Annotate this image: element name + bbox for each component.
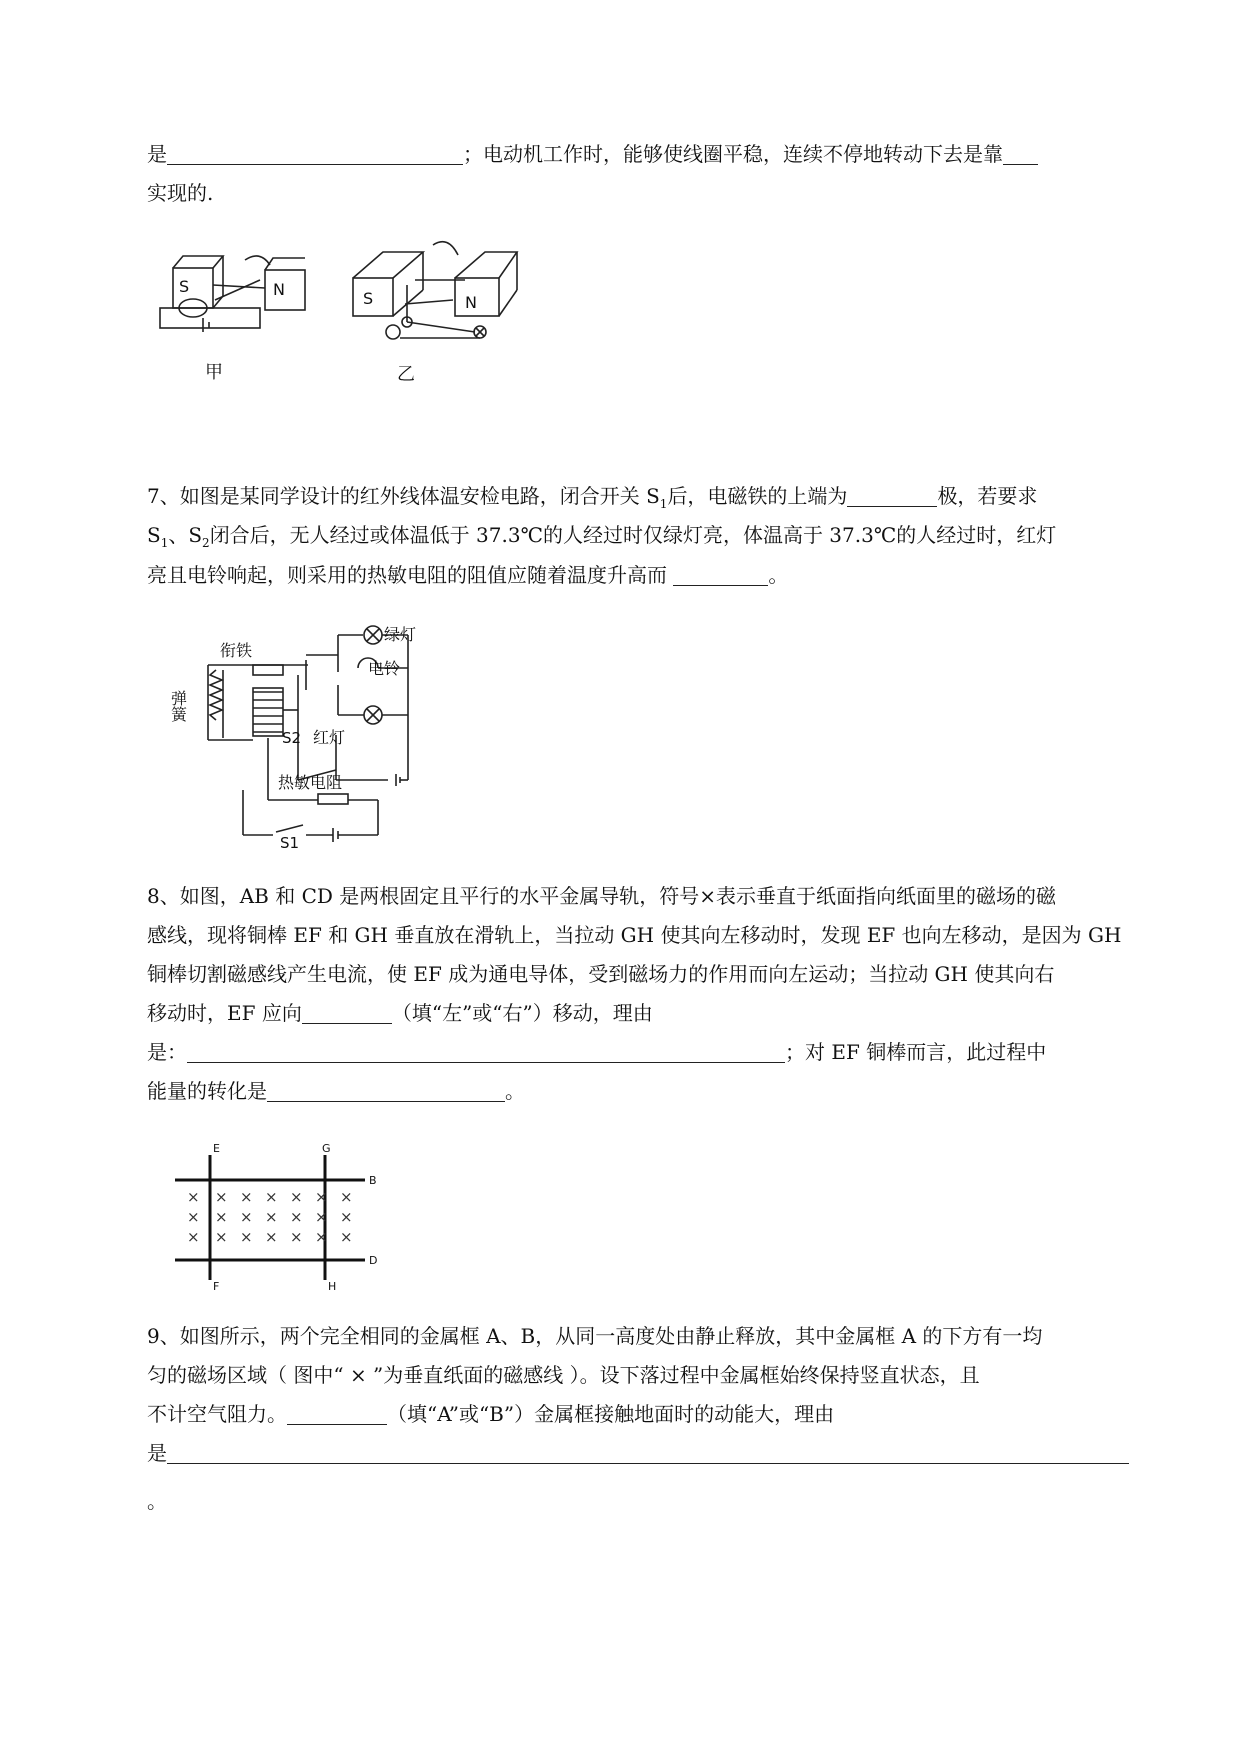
label-h: H (328, 1280, 337, 1293)
label-f: F (213, 1280, 220, 1293)
field-cross: × (340, 1208, 353, 1226)
subscript: 1 (160, 536, 169, 550)
label-g: G (322, 1142, 331, 1155)
q9-text: （填“A”或“B”）金属框接触地面时的动能大，理由 (387, 1402, 835, 1426)
field-cross: × (290, 1208, 303, 1226)
magnetic-field-crosses (187, 1188, 353, 1246)
field-cross: × (315, 1188, 328, 1206)
field-cross: × (340, 1188, 353, 1206)
q7-text: 7、如图是某同学设计的红外线体温安检电路，闭合开关 S (147, 484, 660, 508)
field-cross: × (290, 1228, 303, 1246)
q6-line-2: 实现的. (147, 181, 214, 205)
q7-line-2 (147, 522, 1056, 556)
q6-blank-1[interactable] (167, 144, 463, 165)
q9-line-2: 匀的磁场区域（ 图中“ × ”为垂直纸面的磁感线 ）。设下落过程中金属框始终保持竖直状态，且 (147, 1363, 980, 1387)
armature-label: 衔铁 (220, 641, 253, 660)
q8-line-6 (147, 1078, 525, 1104)
q6-blank-2[interactable] (1003, 144, 1038, 165)
field-cross: × (265, 1228, 278, 1246)
q8-text: 能量的转化是 (147, 1079, 267, 1103)
q8-blank-1[interactable] (302, 1003, 392, 1024)
field-cross: × (240, 1188, 253, 1206)
label-e: E (213, 1142, 220, 1155)
q9-text: 不计空气阻力。 (147, 1402, 287, 1426)
q9-text: 是 (147, 1441, 167, 1465)
q7-text: 后，电磁铁的上端为 (667, 484, 848, 508)
q8-text: 移动时，EF 应向 (147, 1001, 302, 1025)
field-cross: × (215, 1208, 228, 1226)
q8-line-3: 铜棒切割磁感线产生电流，使 EF 成为通电导体，受到磁场力的作用而向左运动；当拉动 GH 使其向右 (147, 962, 1055, 986)
q8-text: ；对 EF 铜棒而言，此过程中 (785, 1040, 1047, 1064)
q8-line-4 (147, 1000, 653, 1026)
figure-label-jia: 甲 (205, 362, 223, 383)
q8-blank-3[interactable] (267, 1081, 505, 1102)
q6-text: 是 (147, 142, 167, 166)
red-lamp-label: 红灯 (313, 728, 346, 747)
field-cross: × (340, 1228, 353, 1246)
q9-blank-1[interactable] (287, 1404, 387, 1425)
q6-text: ；电动机工作时，能够使线圈平稳，连续不停地转动下去是靠 (463, 142, 1003, 166)
bell-label: 电铃 (368, 659, 401, 678)
field-cross: × (215, 1188, 228, 1206)
motor-figure-yi (345, 240, 520, 385)
rails-figure (175, 1140, 395, 1293)
subscript: 1 (659, 497, 668, 511)
switch-s2-label: S2 (282, 729, 302, 747)
q9-line-3 (147, 1401, 834, 1427)
thermal-alarm-circuit (168, 620, 438, 852)
q7-text: S (147, 523, 161, 547)
q7-text: 亮且电铃响起，则采用的热敏电阻的阻值应随着温度升高而 (147, 563, 667, 587)
q8-text: 是： (147, 1040, 187, 1064)
green-lamp-label: 绿灯 (384, 625, 417, 644)
field-cross: × (315, 1228, 328, 1246)
field-cross: × (315, 1208, 328, 1226)
field-cross: × (240, 1208, 253, 1226)
field-cross: × (215, 1228, 228, 1246)
q7-line-1 (147, 483, 1037, 517)
spring-label: 弹簧 (168, 690, 188, 722)
q9-line-4 (147, 1440, 1129, 1466)
q7-blank-2[interactable] (673, 565, 768, 586)
switch-s1-label: S1 (280, 834, 300, 852)
thermistor-label: 热敏电阻 (278, 773, 343, 792)
field-cross: × (265, 1188, 278, 1206)
q7-line-3 (147, 562, 788, 588)
q7-text: 、S (168, 523, 203, 547)
field-cross: × (290, 1188, 303, 1206)
q8-blank-2[interactable] (187, 1042, 785, 1063)
q8-line-5 (147, 1039, 1046, 1065)
q9-blank-2[interactable] (167, 1443, 1129, 1464)
subscript: 2 (202, 536, 210, 550)
field-cross: × (187, 1208, 200, 1226)
q9-line-1: 9、如图所示，两个完全相同的金属框 A、B，从同一高度处由静止释放，其中金属框 A 的下方有一均 (147, 1324, 1043, 1348)
q8-text: 。 (505, 1079, 525, 1103)
pole-n-label: N (273, 280, 285, 299)
q7-text: 极，若要求 (937, 484, 1038, 508)
field-cross: × (187, 1228, 200, 1246)
q7-blank-1[interactable] (847, 486, 937, 507)
field-cross: × (240, 1228, 253, 1246)
q6-line-1 (147, 141, 1038, 167)
label-d: D (369, 1254, 378, 1267)
field-cross: × (187, 1188, 200, 1206)
field-cross: × (265, 1208, 278, 1226)
q8-line-1: 8、如图，AB 和 CD 是两根固定且平行的水平金属导轨，符号×表示垂直于纸面指向纸面里的磁场的磁 (147, 884, 1057, 908)
pole-s-label: S (363, 289, 374, 308)
motor-figure-jia (155, 240, 305, 385)
label-b: B (369, 1174, 377, 1187)
q9-line-5: 。 (147, 1489, 167, 1513)
pole-n-label: N (465, 293, 477, 312)
pole-s-label: S (179, 277, 190, 296)
q7-text: 。 (768, 563, 789, 587)
q8-line-2: 感线，现将铜棒 EF 和 GH 垂直放在滑轨上，当拉动 GH 使其向左移动时，发现 EF 也向左移动，是因为 GH (147, 923, 1122, 947)
figure-label-yi: 乙 (397, 364, 415, 385)
q8-text: （填“左”或“右”）移动，理由 (391, 1001, 653, 1025)
q7-text: 闭合后，无人经过或体温低于 37.3℃的人经过时仅绿灯亮，体温高于 37.3℃的人经过时，红灯 (209, 523, 1057, 547)
